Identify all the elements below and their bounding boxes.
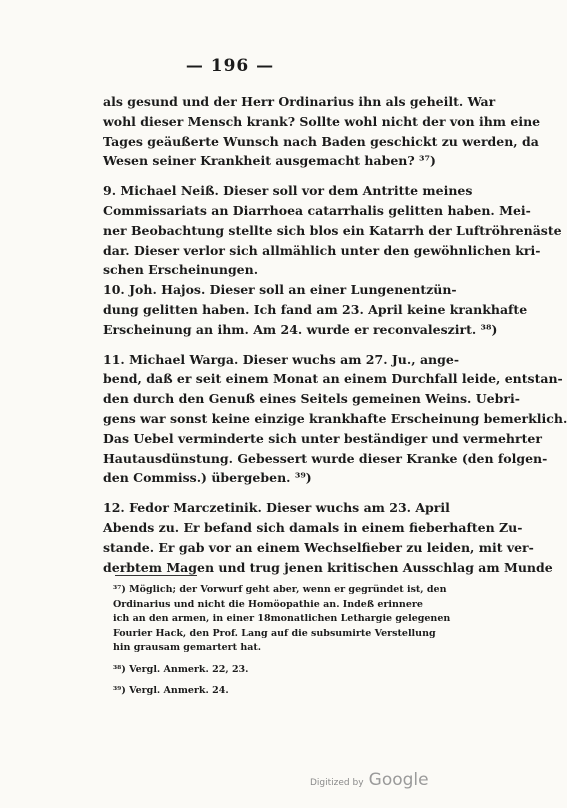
text-line: 12. Fedor Marczetinik. Dieser wuchs am 23. April (103, 500, 450, 516)
footnote (113, 583, 453, 656)
footnote (113, 663, 453, 678)
footnote-divider (115, 575, 197, 576)
text-line: bend, daß er seit einem Monat an einem Durchfall leide, entstan- (103, 371, 563, 387)
footnote-gap (113, 656, 453, 663)
text-line: dung gelitten haben. Ich fand am 23. April keine krankhafte (103, 301, 528, 317)
footnote-line: Ordinarius und nicht die Homöopathie an. Indeß erinnere (113, 598, 423, 610)
footnote-line: hin grausam gemartert hat. (113, 642, 262, 653)
text-line: den Commiss.) übergeben. ³⁹) (103, 470, 312, 486)
text-line: Tages geäußerte Wunsch nach Baden geschickt zu werden, da (103, 133, 539, 149)
text-line: gens war sonst keine einzige krankhafte Erscheinung bemerklich. (103, 410, 567, 426)
text-line: Wesen seiner Krankheit ausgemacht haben? ³⁷) (103, 153, 436, 169)
text-line: Das Uebel verminderte sich unter beständiger und vermehrter (103, 430, 542, 446)
footnote (113, 684, 453, 699)
text-line: Abends zu. Er befand sich damals in einem fieberhaften Zu- (103, 519, 523, 535)
text-line: 9. Michael Neiß. Dieser soll vor dem Antritte meines (103, 183, 473, 199)
footnote-line: ³⁸) Vergl. Anmerk. 22, 23. (113, 663, 249, 675)
text-line: stande. Er gab vor an einem Wechselfieber zu leiden, mit ver- (103, 539, 534, 555)
main-text (103, 92, 567, 577)
text-line: wohl dieser Mensch krank? Sollte wohl nicht der von ihm eine (103, 113, 541, 129)
footnote-line: ³⁷) Möglich; der Vorwurf geht aber, wenn er gegründet ist, den (113, 584, 447, 595)
text-line: ner Beobachtung stellte sich blos ein Katarrh der Luftröhrenäste (103, 222, 562, 238)
text-line: Commissariats an Diarrhoea catarrhalis gelitten haben. Mei- (103, 202, 531, 218)
footnote-line: ³⁹) Vergl. Anmerk. 24. (113, 685, 229, 696)
footnote-line: ich an den armen, in einer 18monatlichen Lethargie gelegenen (113, 613, 451, 624)
text-line: 11. Michael Warga. Dieser wuchs am 27. Ju., ange- (103, 351, 460, 367)
text-line: als gesund und der Herr Ordinarius ihn als geheilt. War (103, 94, 496, 109)
google-logo: Google (368, 770, 429, 790)
paragraph-gap (103, 488, 453, 498)
digitization-watermark (310, 770, 429, 790)
text-line: dar. Dieser verlor sich allmählich unter den gewöhnlichen kri- (103, 242, 541, 258)
text-line: Hautausdünstung. Gebessert wurde dieser Kranke (den folgen- (103, 450, 548, 466)
page-number: — 196 — (185, 56, 275, 76)
text-line: den durch den Genuß eines Seitels gemeinen Weins. Uebri- (103, 391, 520, 407)
footnote-line: Fourier Hack, den Prof. Lang auf die subsumirte Verstellung (113, 627, 436, 639)
footnotes (113, 583, 453, 699)
watermark-prefix: Digitized by (310, 778, 364, 788)
text-line: Erscheinung an ihm. Am 24. wurde er reconvaleszirt. ³⁸) (103, 321, 498, 337)
text-line: schen Erscheinungen. (103, 262, 259, 278)
paragraph-gap (103, 171, 453, 181)
text-line: 10. Joh. Hajos. Dieser soll an einer Lungenentzün- (103, 282, 457, 298)
paragraph-gap (103, 340, 453, 350)
footnote-gap (113, 677, 453, 684)
text-line: derbtem Magen und trug jenen kritischen Ausschlag am Munde (103, 559, 553, 575)
